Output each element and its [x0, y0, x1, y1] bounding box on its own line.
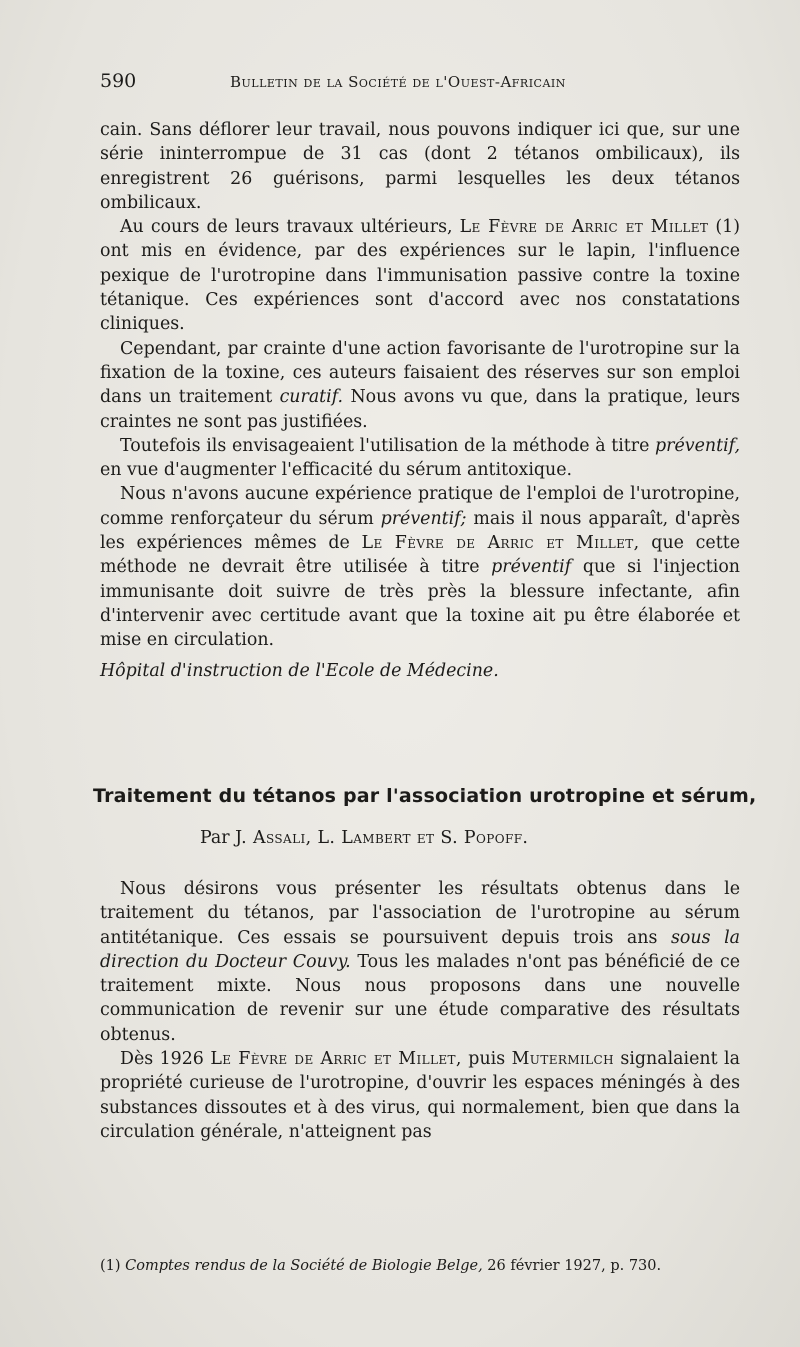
paragraph: Dès 1926 Le Fèvre de Arric et Millet, puis Mutermilch signalaient la propriété curieuse de l'urotropine, d'ouvrir les espaces méningés à des substances dissoutes et à des virus, qui normalement, bien que dans la circulation générale, n'atteignent pas: [100, 1049, 740, 1142]
page-number: 590: [100, 70, 137, 92]
footnote: (1) Comptes rendus de la Société de Biologie Belge, 26 février 1927, p. 730.: [100, 1258, 662, 1274]
previous-article-continuation: [100, 118, 740, 683]
article-title: Traitement du tétanos par l'association urotropine et sérum,: [93, 785, 757, 807]
paragraph: Toutefois ils envisageaient l'utilisation de la méthode à titre préventif, en vue d'augmenter l'efficacité du sérum antitoxique.: [100, 435, 740, 481]
page-header: [100, 70, 740, 98]
running-title: Bulletin de la Société de l'Ouest-Africain: [230, 73, 566, 91]
signature-line: Hôpital d'instruction de l'Ecole de Médecine.: [100, 660, 499, 681]
article-body: [100, 877, 740, 1144]
paragraph: Au cours de leurs travaux ultérieurs, Le Fèvre de Arric et Millet (1) ont mis en évidence, par des expériences sur le lapin, l'influence pexique de l'urotropine dans l'immunisation passive contre la toxine tétanique. Ces expériences sont d'accord avec nos constatations cliniques.: [100, 217, 740, 335]
author-name: Mutermilch: [511, 1049, 614, 1070]
paragraph: Nous n'avons aucune expérience pratique de l'emploi de l'urotropine, comme renforçateur du sérum préventif; mais il nous apparaît, d'après les expériences mêmes de Le Fèvre de Arric et Millet, que cette méthode ne devrait être utilisée à titre préventif que si l'injection immunisante doit suivre de très près la blessure infectante, afin d'intervenir avec certitude avant que la toxine ait pu être élaborée et mise en circulation.: [100, 484, 741, 651]
paragraph: cain. Sans déflorer leur travail, nous pouvons indiquer ici que, sur une série ininterrompue de 31 cas (dont 2 tétanos ombilicaux), ils enregistrent 26 guérisons, parmi lesquelles les deux tétanos ombilicaux.: [100, 120, 740, 213]
author-names: Le Fèvre de Arric et Millet,: [361, 533, 640, 554]
paragraph: Nous désirons vous présenter les résultats obtenus dans le traitement du tétanos, par l'association de l'urotropine au sérum antitétanique. Ces essais se poursuivent depuis trois ans sous la direction du Docteur Couvy. Tous les malades n'ont pas bénéficié de ce traitement mixte. Nous nous proposons dans une nouvelle communication de revenir sur une étude comparative des résultats obtenus.: [100, 879, 740, 1045]
paragraph: Cependant, par crainte d'une action favorisante de l'urotropine sur la fixation de la toxine, ces auteurs faisaient des réserves sur son emploi dans un traitement curatif. Nous avons vu que, dans la pratique, leurs craintes ne sont pas justifiées.: [100, 338, 741, 432]
author-names: Le Fèvre de Arric et Millet: [459, 217, 709, 238]
article-authors: Par J. Assali, L. Lambert et S. Popoff.: [200, 828, 529, 848]
author-names: Le Fèvre de Arric et Millet,: [210, 1049, 462, 1070]
